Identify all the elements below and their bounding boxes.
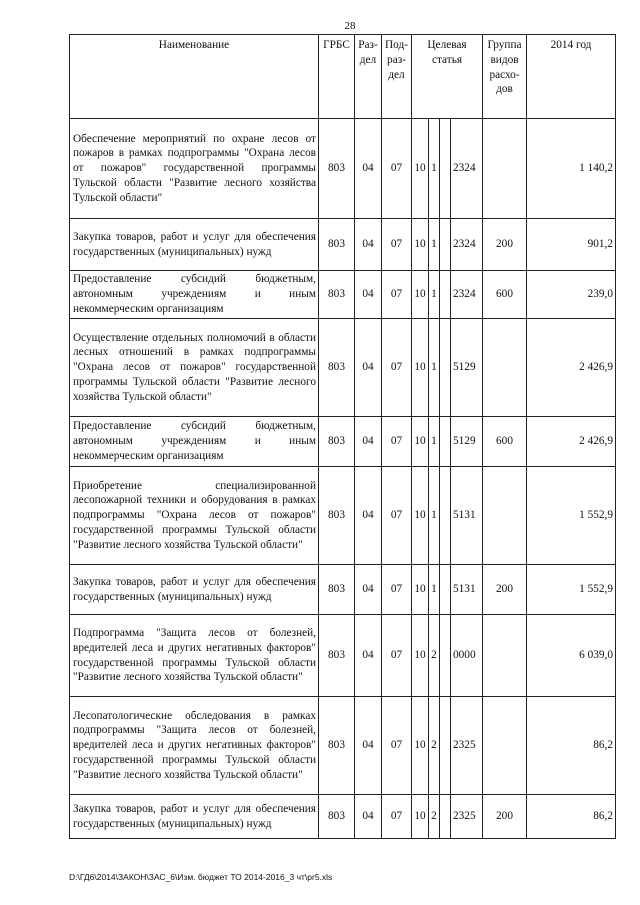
cell-razdel: 04 bbox=[355, 219, 382, 271]
cell-group bbox=[483, 119, 527, 219]
table-row bbox=[70, 319, 616, 417]
cell-t2: 1 bbox=[429, 467, 440, 565]
cell-t3 bbox=[440, 795, 451, 839]
cell-t3 bbox=[440, 271, 451, 319]
cell-t4: 5129 bbox=[451, 319, 483, 417]
cell-grbs: 803 bbox=[319, 467, 355, 565]
cell-t1: 10 bbox=[412, 219, 429, 271]
cell-t1: 10 bbox=[412, 795, 429, 839]
cell-podrazdel: 07 bbox=[382, 795, 412, 839]
table-row bbox=[70, 271, 616, 319]
table-row bbox=[70, 615, 616, 697]
cell-podrazdel: 07 bbox=[382, 119, 412, 219]
cell-podrazdel: 07 bbox=[382, 615, 412, 697]
cell-t4: 2324 bbox=[451, 271, 483, 319]
cell-amount: 1 140,2 bbox=[527, 119, 616, 219]
cell-podrazdel: 07 bbox=[382, 697, 412, 795]
cell-name: Закупка товаров, работ и услуг для обеспечения государственных (муниципальных) нужд bbox=[70, 565, 319, 615]
cell-razdel: 04 bbox=[355, 271, 382, 319]
header-podrazdel: Под-раз-дел bbox=[382, 35, 412, 119]
cell-razdel: 04 bbox=[355, 417, 382, 467]
cell-grbs: 803 bbox=[319, 219, 355, 271]
cell-podrazdel: 07 bbox=[382, 565, 412, 615]
cell-group: 200 bbox=[483, 219, 527, 271]
table-row bbox=[70, 697, 616, 795]
cell-amount: 901,2 bbox=[527, 219, 616, 271]
cell-group bbox=[483, 615, 527, 697]
cell-amount: 6 039,0 bbox=[527, 615, 616, 697]
cell-t4: 2324 bbox=[451, 119, 483, 219]
cell-grbs: 803 bbox=[319, 565, 355, 615]
cell-grbs: 803 bbox=[319, 417, 355, 467]
cell-t4: 5131 bbox=[451, 565, 483, 615]
cell-amount: 86,2 bbox=[527, 795, 616, 839]
table-row bbox=[70, 417, 616, 467]
cell-t3 bbox=[440, 319, 451, 417]
cell-t3 bbox=[440, 565, 451, 615]
header-target: Целевая статья bbox=[412, 35, 483, 119]
cell-t3 bbox=[440, 119, 451, 219]
cell-group: 600 bbox=[483, 417, 527, 467]
cell-group bbox=[483, 319, 527, 417]
cell-t3 bbox=[440, 615, 451, 697]
cell-grbs: 803 bbox=[319, 119, 355, 219]
cell-t4: 5131 bbox=[451, 467, 483, 565]
table-row bbox=[70, 565, 616, 615]
cell-t1: 10 bbox=[412, 697, 429, 795]
budget-table bbox=[69, 34, 616, 839]
cell-amount: 2 426,9 bbox=[527, 319, 616, 417]
cell-t2: 1 bbox=[429, 417, 440, 467]
cell-podrazdel: 07 bbox=[382, 219, 412, 271]
cell-group bbox=[483, 697, 527, 795]
cell-amount: 2 426,9 bbox=[527, 417, 616, 467]
cell-razdel: 04 bbox=[355, 697, 382, 795]
cell-razdel: 04 bbox=[355, 565, 382, 615]
cell-podrazdel: 07 bbox=[382, 271, 412, 319]
cell-t4: 0000 bbox=[451, 615, 483, 697]
cell-t1: 10 bbox=[412, 417, 429, 467]
cell-t2: 2 bbox=[429, 795, 440, 839]
cell-t2: 1 bbox=[429, 271, 440, 319]
cell-name: Подпрограмма "Защита лесов от болезней, вредителей леса и других негативных факторов" государственной программы Тульской области "Развитие лесного хозяйства Тульской области" bbox=[70, 615, 319, 697]
cell-group bbox=[483, 467, 527, 565]
cell-t2: 1 bbox=[429, 219, 440, 271]
cell-grbs: 803 bbox=[319, 615, 355, 697]
cell-name: Предоставление субсидий бюджетным, автономным учреждениям и иным некоммерческим организациям bbox=[70, 417, 319, 467]
cell-name: Обеспечение мероприятий по охране лесов от пожаров в рамках подпрограммы "Охрана лесов от пожаров" государственной программы Тульской области "Развитие лесного хозяйства Тульской области" bbox=[70, 119, 319, 219]
cell-t4: 2325 bbox=[451, 795, 483, 839]
cell-amount: 86,2 bbox=[527, 697, 616, 795]
cell-t3 bbox=[440, 467, 451, 565]
cell-t2: 2 bbox=[429, 615, 440, 697]
cell-t1: 10 bbox=[412, 467, 429, 565]
cell-name: Приобретение специализированной лесопожарной техники и оборудования в рамках подпрограммы "Охрана лесов от пожаров" государственной программы Тульской области "Развитие лесного хозяйства Тульской области" bbox=[70, 467, 319, 565]
cell-name: Предоставление субсидий бюджетным, автономным учреждениям и иным некоммерческим организациям bbox=[70, 271, 319, 319]
cell-razdel: 04 bbox=[355, 119, 382, 219]
cell-t4: 5129 bbox=[451, 417, 483, 467]
table-row bbox=[70, 795, 616, 839]
table-row bbox=[70, 219, 616, 271]
cell-t4: 2324 bbox=[451, 219, 483, 271]
table-body bbox=[70, 119, 616, 839]
cell-t3 bbox=[440, 697, 451, 795]
cell-group: 600 bbox=[483, 271, 527, 319]
cell-t2: 1 bbox=[429, 119, 440, 219]
cell-grbs: 803 bbox=[319, 795, 355, 839]
cell-group: 200 bbox=[483, 565, 527, 615]
header-row bbox=[70, 35, 616, 119]
header-name: Наименование bbox=[70, 35, 319, 119]
cell-t3 bbox=[440, 219, 451, 271]
cell-t1: 10 bbox=[412, 615, 429, 697]
file-path-footer: D:\ГД6\2014\ЗАКОН\ЗАС_6\Изм. бюджет ТО 2014-2016_3 чт\pr5.xls bbox=[69, 872, 333, 882]
cell-t3 bbox=[440, 417, 451, 467]
cell-grbs: 803 bbox=[319, 319, 355, 417]
cell-podrazdel: 07 bbox=[382, 319, 412, 417]
cell-t2: 2 bbox=[429, 697, 440, 795]
cell-t2: 1 bbox=[429, 565, 440, 615]
cell-name: Осуществление отдельных полномочий в области лесных отношений в рамках подпрограммы "Охрана лесов от пожаров" государственной программы Тульской области "Развитие лесного хозяйства Тульской области" bbox=[70, 319, 319, 417]
cell-podrazdel: 07 bbox=[382, 467, 412, 565]
cell-podrazdel: 07 bbox=[382, 417, 412, 467]
table-row bbox=[70, 467, 616, 565]
cell-group: 200 bbox=[483, 795, 527, 839]
header-grbs: ГРБС bbox=[319, 35, 355, 119]
cell-name: Лесопатологические обследования в рамках подпрограммы "Защита лесов от болезней, вредителей леса и других негативных факторов" государственной программы Тульской области "Развитие лесного хозяйства Тульской области" bbox=[70, 697, 319, 795]
cell-amount: 1 552,9 bbox=[527, 565, 616, 615]
cell-t1: 10 bbox=[412, 119, 429, 219]
cell-amount: 239,0 bbox=[527, 271, 616, 319]
page-number: 28 bbox=[344, 20, 356, 32]
cell-grbs: 803 bbox=[319, 697, 355, 795]
header-razdel: Раз-дел bbox=[355, 35, 382, 119]
table-row bbox=[70, 119, 616, 219]
header-year: 2014 год bbox=[527, 35, 616, 119]
cell-razdel: 04 bbox=[355, 467, 382, 565]
cell-razdel: 04 bbox=[355, 615, 382, 697]
cell-t1: 10 bbox=[412, 565, 429, 615]
cell-name: Закупка товаров, работ и услуг для обеспечения государственных (муниципальных) нужд bbox=[70, 219, 319, 271]
cell-t1: 10 bbox=[412, 271, 429, 319]
cell-razdel: 04 bbox=[355, 319, 382, 417]
cell-grbs: 803 bbox=[319, 271, 355, 319]
header-group: Группа видов расхо-дов bbox=[483, 35, 527, 119]
cell-amount: 1 552,9 bbox=[527, 467, 616, 565]
cell-razdel: 04 bbox=[355, 795, 382, 839]
cell-t4: 2325 bbox=[451, 697, 483, 795]
cell-name: Закупка товаров, работ и услуг для обеспечения государственных (муниципальных) нужд bbox=[70, 795, 319, 839]
cell-t2: 1 bbox=[429, 319, 440, 417]
cell-t1: 10 bbox=[412, 319, 429, 417]
